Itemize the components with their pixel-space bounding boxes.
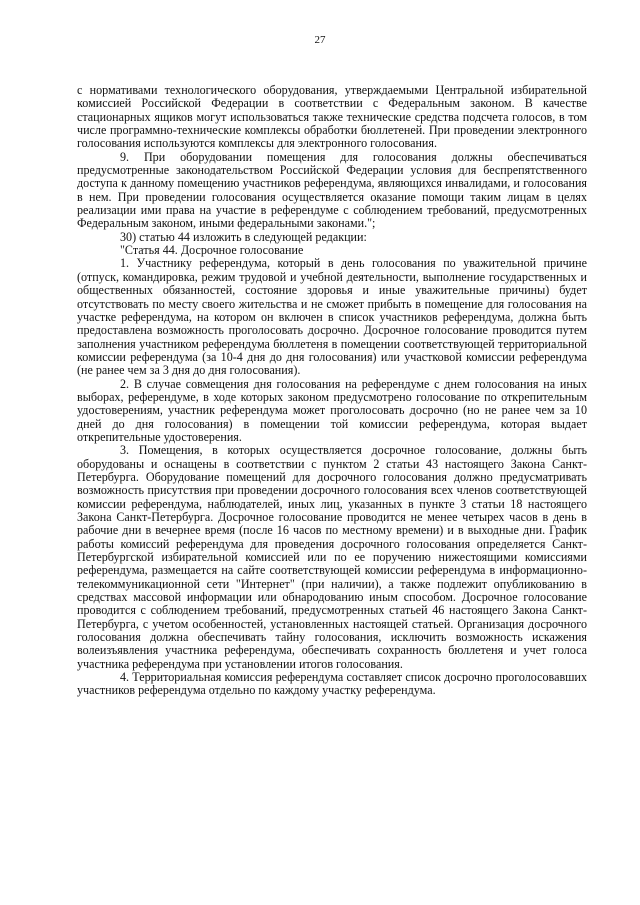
document-body [77, 84, 587, 698]
page-number: 27 [314, 34, 326, 46]
paragraph-item-9: 9. При оборудовании помещения для голосования должны обеспечиваться предусмотренные законодательством Российской Федерации условия для беспрепятственного доступа к данному помещению участников референдума, являющихся инвалидами, и голосования в нем. При проведении голосования осуществляется оказание помощи таким лицам в целях реализации ими права на участие в референдуме с соблюдением требований, предусмотренных Федеральным законом, иными федеральными законами."; [77, 149, 587, 231]
paragraph-article-44-item-2: 2. В случае совмещения дня голосования на референдуме с днем голосования на иных выборах, референдуме, в ходе которых законом предусмотрено голосование по открепительным удостоверениям, участник референдума может проголосовать досрочно (но не ранее чем за 10 дней до дня голосования) в помещении той комиссии референдума, которая выдает открепительные удостоверения. [77, 376, 587, 444]
article-44-heading: "Статья 44. Досрочное голосование [120, 243, 304, 258]
paragraph-continuation: с нормативами технологического оборудования, утверждаемыми Центральной избирательной комиссией Российской Федерации в соответствии с Федеральным законом. В качестве стационарных ящиков могут использоваться также технические средства подсчета голосов, в том числе программно-технические комплексы обработки бюллетеней. При проведении электронного голосования используются комплексы для электронного голосования. [77, 83, 587, 151]
paragraph-amendment-30: 30) статью 44 изложить в следующей редакции: [120, 229, 367, 244]
paragraph-article-44-item-3: 3. Помещения, в которых осуществляется досрочное голосование, должны быть оборудованы и оснащены в соответствии с пунктом 2 статьи 43 настоящего Закона Санкт-Петербурга. Оборудование помещений для досрочного голосования должно предусматривать возможность присутствия при проведении досрочного голосования всех членов соответствующей комиссии референдума, наблюдателей, иных лиц, указанных в пункте 3 статьи 18 настоящего Закона Санкт-Петербурга. Досрочное голосование проводится не менее четырех часов в день в рабочие дни в вечернее время (после 16 часов по местному времени) и в выходные дни. График работы комиссий референдума для проведения досрочного голосования определяется Санкт-Петербургской избирательной комиссией или по ее поручению нижестоящими комиссиями референдума, размещается на сайте соответствующей комиссии референдума в информационно-телекоммуникационной сети "Интернет" (при наличии), а также подлежит опубликованию в средствах массовой информации или обнародованию иным способом. Досрочное голосование проводится с соблюдением требований, предусмотренных статьей 46 настоящего Закона Санкт-Петербурга, с учетом особенностей, установленных настоящей статьей. Организация досрочного голосования должна обеспечивать тайну голосования, исключить возможность искажения волеизъявления участника референдума, обеспечивать сохранность бюллетеня и учет голоса участника референдума при установлении итогов голосования. [77, 443, 587, 671]
paragraph-article-44-item-4: 4. Территориальная комиссия референдума составляет список досрочно проголосовавших участников референдума отдельно по каждому участку референдума. [77, 670, 587, 698]
paragraph-article-44-item-1: 1. Участнику референдума, который в день голосования по уважительной причине (отпуск, командировка, режим трудовой и учебной деятельности, выполнение государственных и общественных обязанностей, состояние здоровья и иные уважительные причины) будет отсутствовать по месту своего жительства и не сможет прибыть в помещение для голосования на участке референдума, на котором он включен в список участников референдума, должна быть предоставлена возможность проголосовать досрочно. Досрочное голосование проводится путем заполнения участником референдума бюллетеня в помещении соответствующей территориальной комиссии референдума (за 10-4 дня до дня голосования) или участковой комиссии референдума (не ранее чем за 3 дня до дня голосования). [77, 256, 587, 378]
